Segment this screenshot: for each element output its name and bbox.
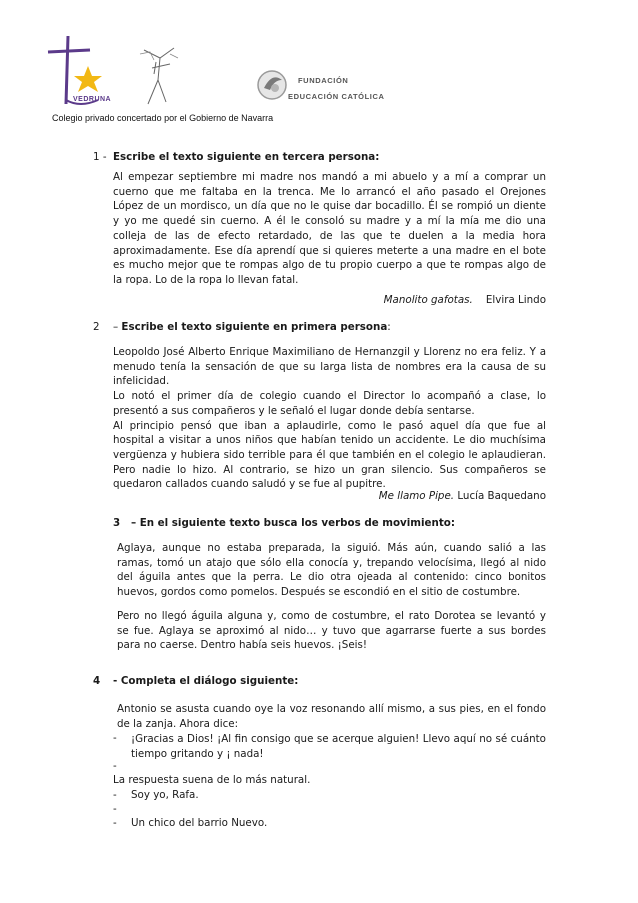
school-caption: Colegio privado concertado por el Gobierno de Navarra: [52, 113, 274, 123]
source-title: Manolito gafotas.: [383, 294, 473, 306]
text-line: la ropa. Lo de la ropa lo llevan fatal.: [113, 273, 299, 286]
text-line: Pero nadie lo hizo. Al contrario, se hizo un gran silencio. Sus compañeros se: [113, 463, 546, 476]
exercise-2-colon: :: [387, 321, 391, 333]
exercise-2-title: Escribe el texto siguiente en primera persona: [121, 321, 388, 333]
text-line: Leopoldo José Alberto Enrique Maximiliano de Hernanzgil y Llorenz no era feliz. Y a: [113, 346, 546, 358]
text-line: del águila antes que la perra. Le dio otra ojeada al contenido: cinco bonitos: [117, 571, 546, 584]
exercise-4-number: 4: [93, 675, 101, 687]
text-line: Antonio se asusta cuando oye la voz resonando allí mismo, a sus pies, en el fondo: [117, 703, 546, 715]
source-author: Lucía Baquedano: [457, 490, 546, 502]
text-line: Lo notó el primer día de colegio cuando el Director lo acompañó a clase, lo: [113, 390, 546, 403]
text-line: es mucho mejor que te rompas algo de tu propio cuerpo a que te rompas algo de: [113, 259, 546, 272]
exercise-2-text: [113, 345, 546, 492]
text-line: López de un mordisco, un día que no le quise dar bocadillo. Él se rompió un diente: [113, 200, 546, 213]
text-line: de la zanja. Ahora dice:: [117, 717, 239, 730]
text-line: hospital a visitar a unos niños que habían tenido un accidente. Le dio muchísima: [113, 434, 546, 447]
exercise-2-dash: –: [113, 321, 122, 333]
text-line: tiempo gritando y ¡ nada!: [131, 747, 264, 760]
dialogue-dash: -: [113, 817, 117, 829]
dialogue-dash: -: [113, 732, 117, 744]
dialogue-dash-blank-1: -: [113, 760, 117, 772]
fundacion-title: FUNDACIÓN: [298, 76, 349, 85]
text-line: Al principio pensó que iban a aplaudirle, como le pasó aquel día que fue al: [113, 419, 546, 432]
text-line: colleja de las de efecto retardado, de las que te duelen a la media hora: [113, 229, 546, 242]
text-line: presentó a sus compañeros y le señaló el lugar donde debía sentarse.: [113, 404, 475, 417]
text-line: para no caerse. Dentro había seis huevos. ¡Seis!: [117, 639, 368, 652]
vedruna-logo-text: VEDRUNA: [73, 96, 112, 103]
exercise-3-text-2: [117, 609, 546, 653]
page-header: [0, 0, 638, 130]
text-line: vergüenza y hubiera sido terrible para él que también en el colegio le aplaudieran.: [113, 448, 546, 461]
exercise-1-text: [113, 170, 546, 288]
exercise-2-source: [113, 489, 546, 504]
exercise-1-title: Escribe el texto siguiente en tercera persona:: [113, 151, 380, 163]
exercise-1-source: [113, 293, 546, 308]
source-title: Me llamo Pipe.: [378, 490, 455, 502]
text-line: y yo me quedé sin cuerno. A él le consoló su madre y a mí la mía me dio una: [113, 215, 546, 228]
text-line: cuerno que me faltaba en la trenca. Me lo arrancó el año pasado el Orejones: [113, 185, 546, 198]
fundacion-logo-icon: [255, 68, 289, 102]
exercise-1-number: 1 -: [93, 151, 107, 163]
text-line: huevos, gordos como pomelos. Después se escondió en el sitio de costumbre.: [117, 586, 521, 599]
reply-line-2: Un chico del barrio Nuevo.: [131, 817, 268, 829]
fundacion-subtitle: EDUCACIÓN CATÓLICA: [288, 92, 385, 101]
exercise-3-title: – En el siguiente texto busca los verbos de movimiento:: [131, 517, 455, 529]
exercise-3-number: 3: [113, 517, 121, 529]
exercise-3-text: [117, 541, 546, 600]
exercise-4-intro: [117, 702, 546, 731]
reply-line-1: Soy yo, Rafa.: [131, 789, 199, 801]
text-line: Pero no llegó águila alguna y, como de costumbre, el rato Dorotea se levantó y: [117, 610, 546, 622]
dialogue-dash-blank-2: -: [113, 803, 117, 815]
text-line: Aglaya, aunque no estaba preparada, la siguió. Más aún, cuando salió a las: [117, 542, 546, 554]
text-line: ramas, tomó un atajo que sólo ella conocía y, trepando velocísima, llegó al nido: [117, 556, 546, 569]
sketch-figure-logo: [130, 40, 190, 110]
exercise-2-heading: [113, 321, 391, 333]
text-line: ¡Gracias a Dios! ¡Al fin consigo que se acerque alguien! Llevo aquí no sé cuánto: [131, 733, 546, 745]
text-line: aproximadamente. Ese día aprendí que si quieres meterte a una madre en el bote: [113, 244, 546, 257]
text-line: infelicidad.: [113, 375, 170, 388]
text-line: menudo tenía la sensación de que su larga lista de nombres era la causa de su: [113, 360, 546, 373]
source-author: Elvira Lindo: [485, 294, 546, 306]
dialogue-line-1: [131, 732, 546, 761]
exercise-2-number: 2: [93, 321, 100, 333]
text-line: se fue. Aglaya se aproximó al nido… y tuvo que agarrarse fuerte a sus bordes: [117, 624, 546, 637]
text-line: quedaron callados cuando saludó y se fue al pupitre.: [113, 478, 386, 491]
dialogue-dash: -: [113, 789, 117, 801]
text-line: Al empezar septiembre mi madre nos mandó a mi abuelo y a mí a comprar un: [113, 171, 546, 183]
narration-line: La respuesta suena de lo más natural.: [113, 774, 311, 786]
exercise-4-title: - Completa el diálogo siguiente:: [113, 675, 299, 687]
